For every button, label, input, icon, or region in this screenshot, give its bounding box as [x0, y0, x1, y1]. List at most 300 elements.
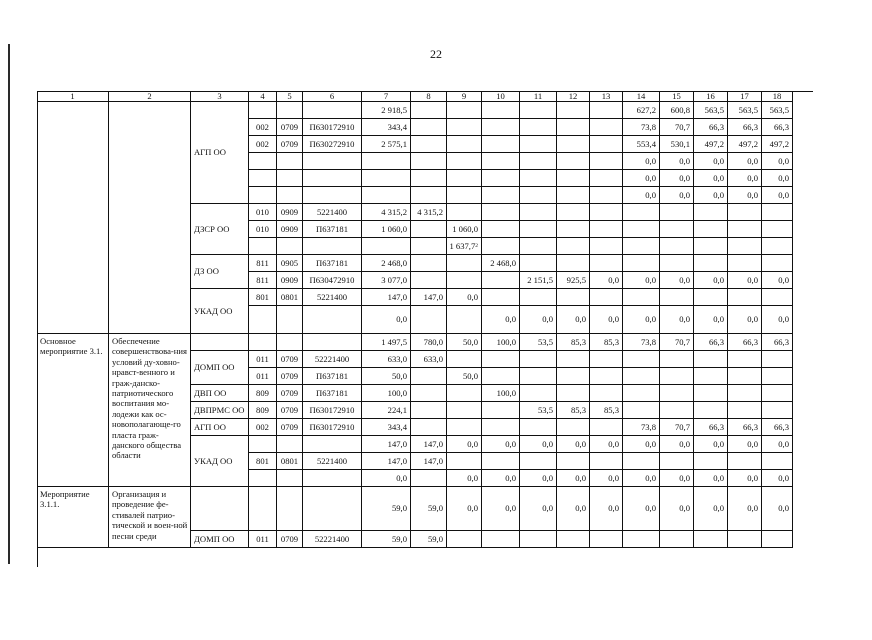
- table-cell: 0,0: [660, 153, 694, 170]
- table-cell: 0,0: [447, 289, 482, 306]
- table-cell: 0,0: [762, 170, 793, 187]
- table-cell: 0,0: [482, 436, 520, 453]
- table-cell: 0801: [277, 289, 303, 306]
- table-cell: 66,3: [728, 334, 762, 351]
- table-cell: [277, 487, 303, 531]
- table-cell: 52221400: [303, 531, 362, 548]
- table-cell: 0709: [277, 119, 303, 136]
- table-cell: [660, 289, 694, 306]
- table-cell: 627,2: [623, 102, 660, 119]
- table-cell: 809: [249, 385, 277, 402]
- table-cell: [249, 187, 277, 204]
- header-cell-4: 4: [249, 91, 277, 102]
- table-cell: 0,0: [482, 487, 520, 531]
- table-cell: [623, 289, 660, 306]
- table-cell: [590, 289, 623, 306]
- table-cell: 0,0: [660, 487, 694, 531]
- table-cell: 0,0: [590, 487, 623, 531]
- table-cell: 73,8: [623, 334, 660, 351]
- description-cell: Обеспечение совершенствова-ния условий ду-ховно-нравст-венного и граж-данско-патриотического воспитания мо-лодежи как ос-новополагающе-го пласта граж-данского общества области: [109, 334, 191, 487]
- table-cell: 0905: [277, 255, 303, 272]
- table-cell: [557, 204, 590, 221]
- table-cell: [447, 385, 482, 402]
- table-cell: [362, 153, 411, 170]
- table-cell: [694, 402, 728, 419]
- table-cell: 0,0: [520, 436, 557, 453]
- table-cell: [520, 419, 557, 436]
- table-cell: 0,0: [557, 436, 590, 453]
- table-cell: [411, 238, 447, 255]
- table-cell: [694, 368, 728, 385]
- description-cell: [109, 102, 191, 334]
- table-cell: [249, 487, 277, 531]
- table-cell: 530,1: [660, 136, 694, 153]
- table-cell: [623, 531, 660, 548]
- table-cell: 147,0: [362, 436, 411, 453]
- table-cell: 0,0: [590, 306, 623, 334]
- table-cell: [694, 238, 728, 255]
- table-cell: П630172910: [303, 419, 362, 436]
- table-cell: П637181: [303, 368, 362, 385]
- table-cell: 0,0: [762, 272, 793, 289]
- table-cell: [277, 306, 303, 334]
- group-cell: Мероприятие 3.1.1.: [37, 487, 109, 548]
- table-cell: [520, 453, 557, 470]
- table-cell: 0,0: [660, 306, 694, 334]
- table-cell: 633,0: [411, 351, 447, 368]
- table-cell: [277, 102, 303, 119]
- table-cell: [623, 385, 660, 402]
- table-cell: [447, 306, 482, 334]
- table-cell: 0,0: [520, 470, 557, 487]
- table-cell: 0,0: [694, 170, 728, 187]
- table-cell: 0,0: [660, 436, 694, 453]
- table-cell: [590, 187, 623, 204]
- table-cell: [728, 368, 762, 385]
- table-cell: [411, 221, 447, 238]
- table-cell: [520, 170, 557, 187]
- table-cell: 59,0: [411, 487, 447, 531]
- table-cell: [520, 385, 557, 402]
- table-cell: 66,3: [728, 419, 762, 436]
- table-cell: П630172910: [303, 119, 362, 136]
- table-cell: [623, 238, 660, 255]
- table-cell: 1 060,0: [447, 221, 482, 238]
- table-cell: [520, 221, 557, 238]
- table-cell: [728, 289, 762, 306]
- executor-cell: [191, 334, 249, 351]
- table-cell: П630172910: [303, 402, 362, 419]
- table-cell: [590, 531, 623, 548]
- table-cell: 1 497,5: [362, 334, 411, 351]
- table-cell: [447, 102, 482, 119]
- table-cell: [482, 368, 520, 385]
- table-cell: [557, 238, 590, 255]
- table-cell: 0,0: [362, 306, 411, 334]
- table-cell: 0,0: [660, 272, 694, 289]
- header-cell-13: 13: [590, 91, 623, 102]
- table-cell: [694, 255, 728, 272]
- table-cell: 0,0: [482, 470, 520, 487]
- table-cell: 0,0: [623, 187, 660, 204]
- table-cell: 811: [249, 272, 277, 289]
- table-cell: 73,8: [623, 119, 660, 136]
- table-cell: 0,0: [694, 470, 728, 487]
- table-cell: 0,0: [728, 272, 762, 289]
- table-cell: [249, 306, 277, 334]
- table-cell: [447, 187, 482, 204]
- table-cell: 224,1: [362, 402, 411, 419]
- table-cell: [411, 255, 447, 272]
- header-cell-11: 11: [520, 91, 557, 102]
- table-cell: [520, 187, 557, 204]
- table-cell: 2 468,0: [362, 255, 411, 272]
- table-cell: 0,0: [623, 272, 660, 289]
- table-cell: 0,0: [447, 436, 482, 453]
- table-cell: 0709: [277, 385, 303, 402]
- table-cell: 0709: [277, 419, 303, 436]
- table-cell: 0,0: [762, 187, 793, 204]
- table-cell: П630272910: [303, 136, 362, 153]
- table-cell: [520, 136, 557, 153]
- table-cell: 2 468,0: [482, 255, 520, 272]
- table-cell: [590, 221, 623, 238]
- budget-table: [37, 91, 813, 567]
- table-cell: [303, 170, 362, 187]
- table-cell: [694, 204, 728, 221]
- table-cell: 011: [249, 368, 277, 385]
- table-cell: [277, 238, 303, 255]
- table-cell: [590, 453, 623, 470]
- table-cell: 343,4: [362, 419, 411, 436]
- table-cell: [660, 238, 694, 255]
- table-cell: [482, 170, 520, 187]
- table-cell: 3 077,0: [362, 272, 411, 289]
- table-cell: 811: [249, 255, 277, 272]
- table-cell: [762, 385, 793, 402]
- table-cell: [590, 255, 623, 272]
- table-cell: [411, 402, 447, 419]
- table-cell: [411, 153, 447, 170]
- table-cell: [694, 351, 728, 368]
- table-cell: 0,0: [623, 153, 660, 170]
- table-cell: [447, 402, 482, 419]
- table-cell: 85,3: [557, 334, 590, 351]
- table-cell: 809: [249, 402, 277, 419]
- table-cell: [411, 419, 447, 436]
- table-cell: 563,5: [728, 102, 762, 119]
- table-cell: 66,3: [694, 119, 728, 136]
- table-cell: [590, 238, 623, 255]
- table-cell: 147,0: [362, 453, 411, 470]
- table-cell: [557, 170, 590, 187]
- table-cell: П630472910: [303, 272, 362, 289]
- table-cell: 2 918,5: [362, 102, 411, 119]
- table-cell: 0,0: [694, 436, 728, 453]
- table-cell: [249, 102, 277, 119]
- table-cell: [520, 102, 557, 119]
- table-cell: [277, 187, 303, 204]
- table-cell: 0709: [277, 402, 303, 419]
- table-cell: 70,7: [660, 119, 694, 136]
- table-cell: [277, 470, 303, 487]
- table-cell: [482, 102, 520, 119]
- table-cell: [762, 204, 793, 221]
- table-cell: 0,0: [482, 306, 520, 334]
- table-cell: 002: [249, 119, 277, 136]
- table-cell: [277, 436, 303, 453]
- table-cell: [762, 221, 793, 238]
- table-cell: [411, 368, 447, 385]
- table-cell: [694, 221, 728, 238]
- table-cell: 85,3: [590, 402, 623, 419]
- header-cell-10: 10: [482, 91, 520, 102]
- executor-cell: ДОМП ОО: [191, 351, 249, 385]
- table-cell: [557, 187, 590, 204]
- table-cell: [660, 531, 694, 548]
- table-cell: [660, 385, 694, 402]
- table-cell: [520, 351, 557, 368]
- table-cell: 0,0: [728, 153, 762, 170]
- table-cell: 0709: [277, 531, 303, 548]
- table-cell: [482, 136, 520, 153]
- table-cell: 50,0: [362, 368, 411, 385]
- header-cell-14: 14: [623, 91, 660, 102]
- executor-cell: УКАД ОО: [191, 436, 249, 487]
- table-cell: [447, 453, 482, 470]
- table-cell: [660, 351, 694, 368]
- header-cell-9: 9: [447, 91, 482, 102]
- table-cell: [623, 351, 660, 368]
- table-cell: 0,0: [694, 306, 728, 334]
- executor-cell: ДВПРМС ОО: [191, 402, 249, 419]
- table-cell: 66,3: [762, 334, 793, 351]
- table-cell: 0,0: [728, 306, 762, 334]
- table-cell: 147,0: [411, 453, 447, 470]
- page-number: 22: [430, 47, 442, 61]
- header-cell-17: 17: [728, 91, 762, 102]
- table-cell: [447, 255, 482, 272]
- table-cell: 0,0: [694, 272, 728, 289]
- table-cell: [303, 306, 362, 334]
- table-cell: [590, 136, 623, 153]
- table-cell: [557, 531, 590, 548]
- table-cell: 0,0: [728, 470, 762, 487]
- table-cell: [482, 453, 520, 470]
- table-cell: [411, 170, 447, 187]
- table-cell: [520, 238, 557, 255]
- table-cell: [411, 470, 447, 487]
- header-cell-12: 12: [557, 91, 590, 102]
- table-cell: [447, 170, 482, 187]
- table-cell: [623, 255, 660, 272]
- table-cell: [728, 531, 762, 548]
- table-cell: [362, 187, 411, 204]
- table-cell: 1 637,7 2: [447, 238, 482, 255]
- table-cell: [762, 289, 793, 306]
- table-cell: [694, 385, 728, 402]
- table-cell: 59,0: [362, 531, 411, 548]
- footnote-mark: 2: [475, 242, 478, 249]
- table-cell: 5221400: [303, 453, 362, 470]
- table-cell: 925,5: [557, 272, 590, 289]
- table-cell: [520, 204, 557, 221]
- table-cell: 563,5: [762, 102, 793, 119]
- table-cell: [482, 402, 520, 419]
- table-cell: 73,8: [623, 419, 660, 436]
- table-cell: [411, 306, 447, 334]
- table-cell: 66,3: [728, 119, 762, 136]
- table-cell: [303, 470, 362, 487]
- table-cell: [249, 470, 277, 487]
- table-cell: 2 151,5: [520, 272, 557, 289]
- table-cell: 0,0: [694, 153, 728, 170]
- executor-cell: АГП ОО: [191, 102, 249, 204]
- table-cell: [762, 368, 793, 385]
- table-cell: [660, 368, 694, 385]
- table-cell: 633,0: [362, 351, 411, 368]
- table-cell: [482, 153, 520, 170]
- table-cell: [728, 351, 762, 368]
- table-cell: [557, 419, 590, 436]
- executor-cell: АГП ОО: [191, 419, 249, 436]
- table-cell: [590, 170, 623, 187]
- table-cell: [557, 255, 590, 272]
- table-cell: [482, 119, 520, 136]
- table-cell: 0,0: [623, 170, 660, 187]
- table-cell: [590, 351, 623, 368]
- table-cell: [447, 531, 482, 548]
- table-cell: [762, 255, 793, 272]
- table-cell: [303, 334, 362, 351]
- table-cell: 010: [249, 221, 277, 238]
- group-cell: Основное мероприятие 3.1.: [37, 334, 109, 487]
- header-cell-8: 8: [411, 91, 447, 102]
- table-cell: [249, 153, 277, 170]
- table-cell: [482, 204, 520, 221]
- table-cell: [303, 436, 362, 453]
- table-cell: [447, 119, 482, 136]
- table-cell: [660, 453, 694, 470]
- table-cell: 53,5: [520, 334, 557, 351]
- table-cell: 147,0: [362, 289, 411, 306]
- table-cell: [447, 153, 482, 170]
- table-cell: [660, 221, 694, 238]
- table-cell: [447, 136, 482, 153]
- table-cell: [520, 531, 557, 548]
- table-cell: 100,0: [482, 334, 520, 351]
- header-cell-6: 6: [303, 91, 362, 102]
- table-cell: 5221400: [303, 204, 362, 221]
- table-cell: 0,0: [762, 306, 793, 334]
- table-cell: [762, 531, 793, 548]
- header-cell-15: 15: [660, 91, 694, 102]
- table-cell: [249, 170, 277, 187]
- table-cell: [660, 402, 694, 419]
- executor-cell: ДЗ ОО: [191, 255, 249, 289]
- table-cell: 600,8: [660, 102, 694, 119]
- table-cell: 66,3: [762, 119, 793, 136]
- table-cell: 50,0: [447, 368, 482, 385]
- table-cell: [590, 119, 623, 136]
- table-cell: [520, 255, 557, 272]
- table-cell: 0,0: [762, 436, 793, 453]
- table-cell: [557, 368, 590, 385]
- table-cell: 147,0: [411, 289, 447, 306]
- table-cell: 002: [249, 419, 277, 436]
- table-cell: [482, 272, 520, 289]
- margin-rule: [8, 44, 10, 564]
- table-cell: 0,0: [520, 306, 557, 334]
- table-cell: [728, 402, 762, 419]
- table-cell: [557, 289, 590, 306]
- description-cell: Организация и проведение фе-стивалей патрио-тической и воен-ной песни среди: [109, 487, 191, 548]
- table-cell: 011: [249, 351, 277, 368]
- executor-cell: ДВП ОО: [191, 385, 249, 402]
- table-cell: [623, 402, 660, 419]
- table-cell: 5221400: [303, 289, 362, 306]
- table-cell: 66,3: [694, 334, 728, 351]
- table-cell: [411, 187, 447, 204]
- table-cell: [557, 351, 590, 368]
- executor-cell: УКАД ОО: [191, 289, 249, 334]
- table-cell: 0,0: [557, 487, 590, 531]
- table-cell: 497,2: [728, 136, 762, 153]
- table-cell: 147,0: [411, 436, 447, 453]
- table-cell: [303, 153, 362, 170]
- table-cell: П637181: [303, 221, 362, 238]
- table-cell: [482, 419, 520, 436]
- table-cell: 70,7: [660, 419, 694, 436]
- table-cell: 801: [249, 289, 277, 306]
- table-cell: [762, 453, 793, 470]
- table-cell: 0,0: [660, 170, 694, 187]
- table-cell: [520, 119, 557, 136]
- table-cell: 343,4: [362, 119, 411, 136]
- executor-cell: ДОМП ОО: [191, 531, 249, 548]
- header-cell-1: 1: [37, 91, 109, 102]
- table-cell: 0,0: [590, 436, 623, 453]
- table-cell: 70,7: [660, 334, 694, 351]
- table-cell: 4 315,2: [362, 204, 411, 221]
- table-cell: 0,0: [762, 470, 793, 487]
- table-cell: [520, 153, 557, 170]
- table-cell: 0,0: [623, 487, 660, 531]
- header-cell-5: 5: [277, 91, 303, 102]
- table-cell: 0,0: [520, 487, 557, 531]
- table-cell: [557, 136, 590, 153]
- table-cell: 66,3: [694, 419, 728, 436]
- table-cell: [623, 368, 660, 385]
- table-cell: 0801: [277, 453, 303, 470]
- table-cell: 0709: [277, 351, 303, 368]
- table-cell: 553,4: [623, 136, 660, 153]
- table-cell: [590, 368, 623, 385]
- table-cell: [249, 436, 277, 453]
- table-cell: [762, 351, 793, 368]
- table-cell: 85,3: [590, 334, 623, 351]
- table-cell: 0,0: [557, 470, 590, 487]
- table-cell: [762, 402, 793, 419]
- table-cell: 59,0: [411, 531, 447, 548]
- table-cell: [557, 221, 590, 238]
- table-cell: [447, 419, 482, 436]
- table-cell: [694, 289, 728, 306]
- table-cell: 0,0: [694, 487, 728, 531]
- table-cell: 0,0: [728, 436, 762, 453]
- table-cell: [557, 385, 590, 402]
- table-cell: 0709: [277, 136, 303, 153]
